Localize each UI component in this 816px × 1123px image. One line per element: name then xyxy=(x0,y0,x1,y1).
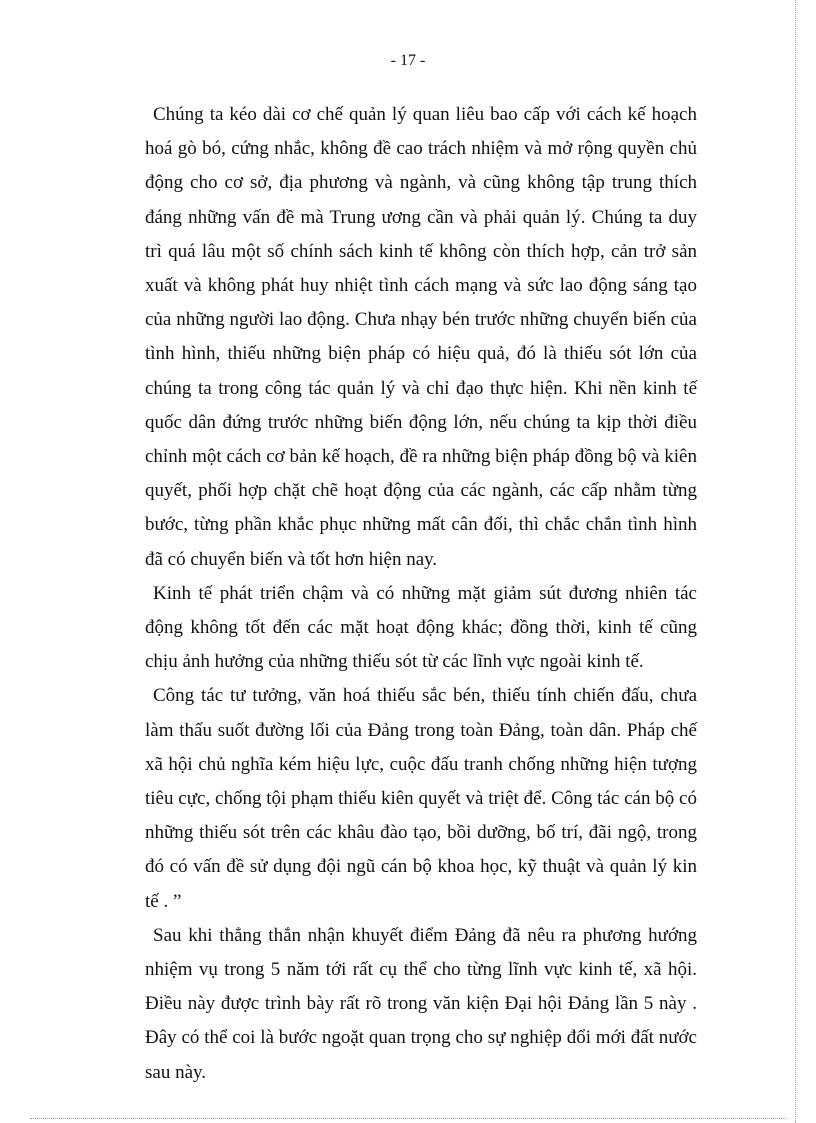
document-body xyxy=(145,98,697,1090)
page-number: - 17 - xyxy=(390,52,426,69)
paragraph-party-direction: Sau khi thẳng thắn nhận khuyết điểm Đảng đã nêu ra phương hướng nhiệm vụ trong 5 năm tới rất cụ thể cho từng lĩnh vực kinh tế, xã hội. Điều này được trình bày rất rõ trong văn kiện Đại hội Đảng lần 5 này . Đây có thể coi là bước ngoặt quan trọng cho sự nghiệp đổi mới đất nước sau này. xyxy=(145,924,697,1083)
page-bottom-border xyxy=(30,1118,786,1119)
page-right-border xyxy=(795,0,796,1123)
paragraph-economic-impact: Kinh tế phát triển chậm và có những mặt giảm sút đương nhiên tác động không tốt đến các mặt hoạt động khác; đồng thời, kinh tế cũng chịu ảnh hưởng của những thiếu sót từ các lĩnh vực ngoài kinh tế. xyxy=(145,582,697,673)
paragraph-management-critique: Chúng ta kéo dài cơ chế quản lý quan liêu bao cấp với cách kế hoạch hoá gò bó, cứng nhắc, không đề cao trách nhiệm và mở rộng quyền chủ động cho cơ sở, địa phương và ngành, và cũng không tập trung thích đáng những vấn đề mà Trung ương cần và phải quản lý. Chúng ta duy trì quá lâu một số chính sách kinh tế không còn thích hợp, cản trở sản xuất và không phát huy nhiệt tình cách mạng và sức lao động sáng tạo của những người lao động. Chưa nhạy bén trước những chuyển biến của tình hình, thiếu những biện pháp có hiệu quả, đó là thiếu sót lớn của chúng ta trong công tác quản lý và chỉ đạo thực hiện. Khi nền kinh tế quốc dân đứng trước những biến động lớn, nếu chúng ta kịp thời điều chỉnh một cách cơ bản kế hoạch, đề ra những biện pháp đồng bộ và kiên quyết, phối hợp chặt chẽ hoạt động của các ngành, các cấp nhằm từng bước, từng phần khắc phục những mất cân đối, thì chắc chắn tình hình đã có chuyển biến và tốt hơn hiện nay. xyxy=(145,104,697,570)
paragraph-ideology-culture: Công tác tư tưởng, văn hoá thiếu sắc bén, thiếu tính chiến đấu, chưa làm thấu suốt đường lối của Đảng trong toàn Đảng, toàn dân. Pháp chế xã hội chủ nghĩa kém hiệu lực, cuộc đấu tranh chống những hiện tượng tiêu cực, chống tội phạm thiếu kiên quyết và triệt để. Công tác cán bộ có những thiếu sót trên các khâu đào tạo, bồi dưỡng, bố trí, đãi ngộ, trong đó có vấn đề sử dụng đội ngũ cán bộ khoa học, kỹ thuật và quản lý kin tế . ” xyxy=(145,685,697,912)
